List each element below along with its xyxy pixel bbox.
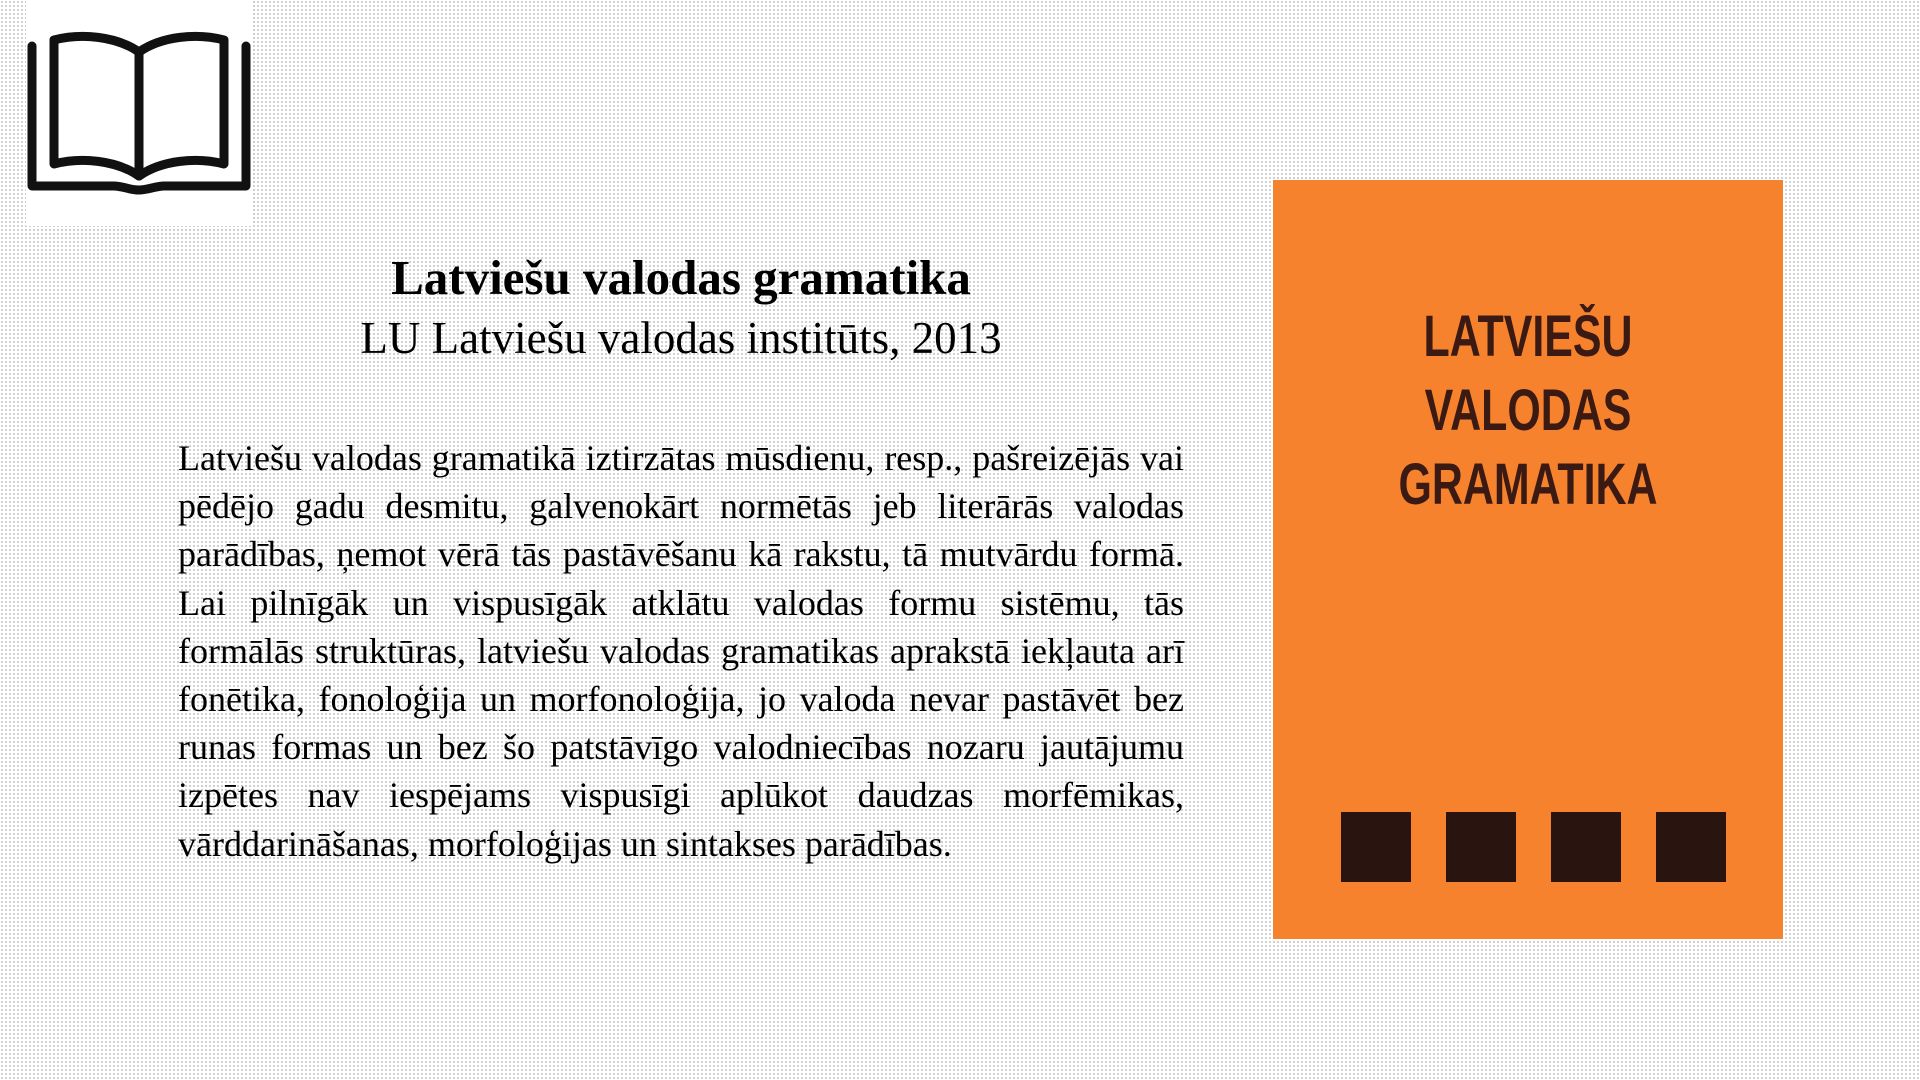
book-title: Latviešu valodas gramatika (391, 250, 971, 305)
publisher-line: LU Latviešu valodas institūts, 2013 (360, 313, 1002, 363)
open-book-icon (26, 0, 252, 226)
open-book-icon-box (26, 0, 252, 226)
cover-square (1551, 812, 1621, 882)
cover-title (1339, 300, 1716, 522)
cover-title-line-2: GRAMATIKA (1398, 452, 1658, 517)
book-cover-image (1273, 180, 1783, 939)
title-block (177, 248, 1185, 368)
cover-square (1446, 812, 1516, 882)
cover-square (1656, 812, 1726, 882)
cover-square (1341, 812, 1411, 882)
book-description: Latviešu valodas gramatikā iztirzātas mūsdienu, resp., pašreizējās vai pēdējo gadu desmitu, galvenokārt normētās jeb literārās valodas parādības, ņemot vērā tās pastāvēšanu kā rakstu, tā mutvārdu formā. Lai pilnīgāk un vispusīgāk atklātu valodas formu sistēmu, tās formālās struktūras, latviešu valodas gramatikas aprakstā iekļauta arī fonētika, fonoloģija un morfonoloģija, jo valoda nevar pastāvēt bez runas formas un bez šo patstāvīgo valodniecības nozaru jautājumu izpētes nav iespējams vispusīgi aplūkot daudzas morfēmikas, vārddarināšanas, morfoloģijas un sintakses parādības. (178, 438, 1184, 864)
cover-title-line-1: LATVIEŠU VALODAS (1423, 304, 1633, 443)
cover-squares (1341, 812, 1726, 884)
